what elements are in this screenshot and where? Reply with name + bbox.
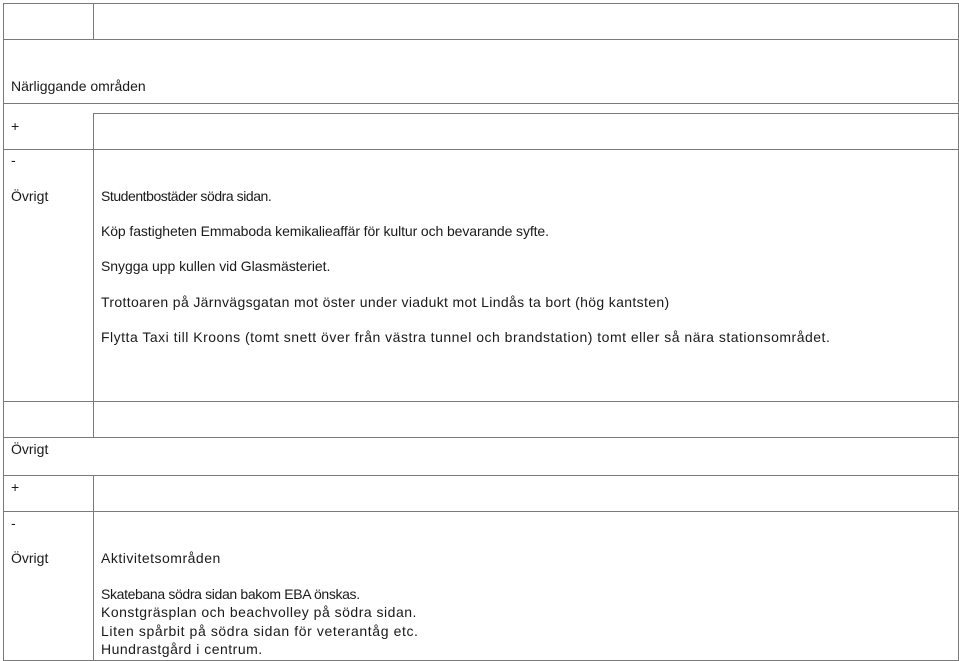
list-item: Trottoaren på Järnvägsgatan mot öster under viadukt mot Lindås ta bort (hög kantsten) <box>101 294 670 310</box>
table-rule <box>3 3 959 4</box>
table-rule <box>3 39 959 40</box>
table-rule <box>3 511 959 512</box>
plus-row-label: + <box>11 118 20 134</box>
list-item: Konstgräsplan och beachvolley på södra sidan. <box>101 604 417 620</box>
list-item: Köp fastigheten Emmaboda kemikalieaffär för kultur och bevarande syfte. <box>101 223 549 239</box>
section-heading: Närliggande områden <box>11 78 146 94</box>
list-item: Liten spårbit på södra sidan för veterantåg etc. <box>101 623 419 639</box>
list-item: Skatebana södra sidan bakom EBA önskas. <box>101 586 360 602</box>
table-rule <box>3 401 959 402</box>
table-rule <box>93 475 94 661</box>
minus-row-label: - <box>11 152 16 168</box>
minus-row-label: - <box>11 515 16 531</box>
table-rule <box>93 3 94 40</box>
table-rule <box>3 149 959 150</box>
list-item: Snygga upp kullen vid Glasmästeriet. <box>101 258 331 274</box>
table-rule <box>3 3 4 661</box>
other-row-label: Övrigt <box>11 550 49 566</box>
list-item: Studentbostäder södra sidan. <box>101 188 272 204</box>
table-rule <box>3 103 959 104</box>
section-heading: Övrigt <box>11 441 49 457</box>
table-rule <box>93 113 959 114</box>
other-row-label: Övrigt <box>11 188 49 204</box>
list-item: Hundrastgård i centrum. <box>101 641 263 657</box>
plus-row-label: + <box>11 479 20 495</box>
table-rule <box>93 113 94 402</box>
table-rule <box>3 437 959 438</box>
subheading: Aktivitetsområden <box>101 550 221 566</box>
table-rule <box>3 475 959 476</box>
list-item: Flytta Taxi till Kroons (tomt snett över från västra tunnel och brandstation) tomt eller så nära stationsområdet. <box>101 329 831 345</box>
table-rule <box>93 401 94 438</box>
